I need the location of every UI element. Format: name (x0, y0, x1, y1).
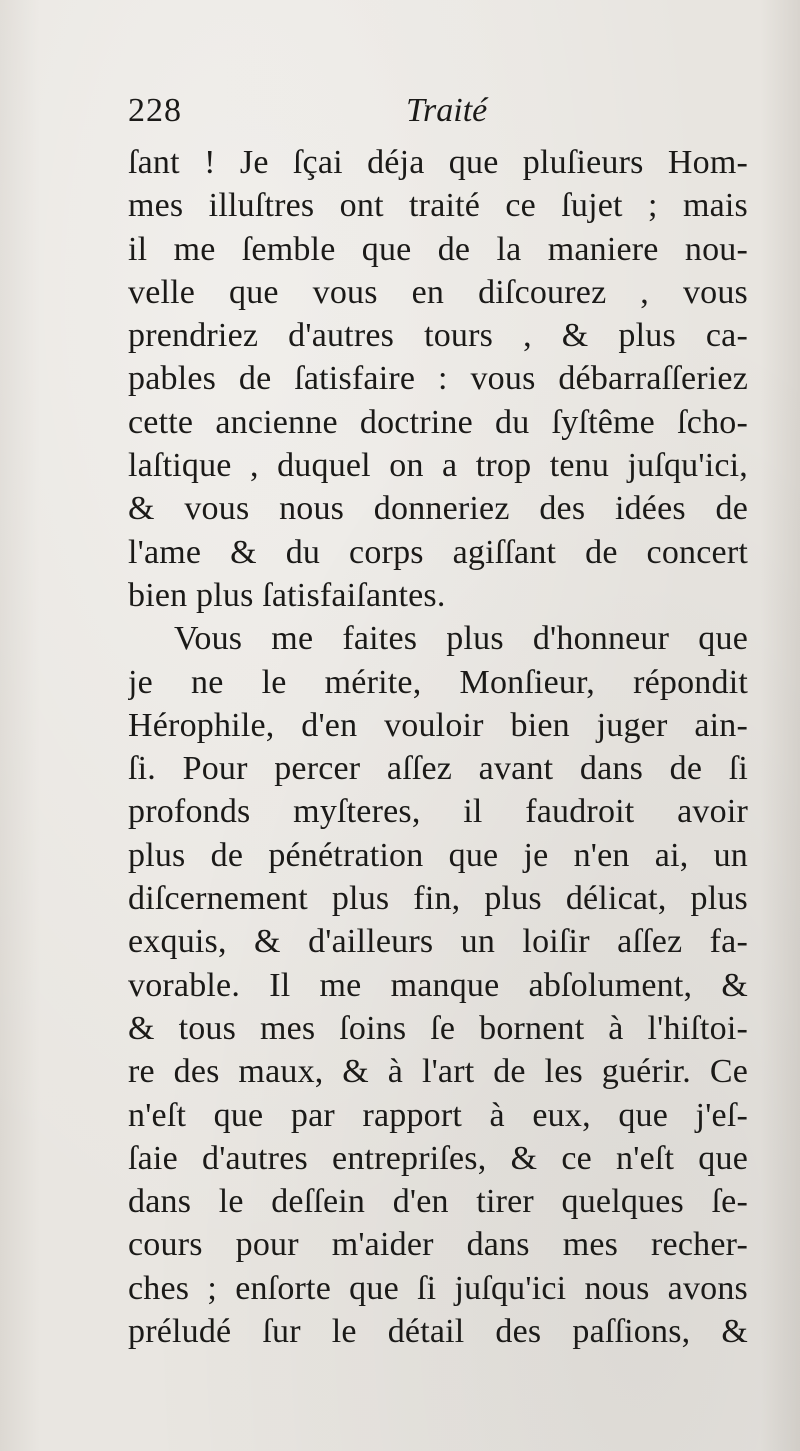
text-line: cette ancienne doctrine du ſyſtême ſcho- (128, 403, 748, 441)
text-line: l'ame & du corps agiſſant de concert (128, 533, 748, 571)
text-line: bien plus ſatisfaiſantes. (128, 576, 446, 614)
text-line: vorable. Il me manque abſolument, & (128, 966, 748, 1004)
text-line: je ne le mérite, Monſieur, répondit (128, 663, 748, 701)
page-header (128, 92, 748, 142)
text-line: il me ſemble que de la maniere nou- (128, 230, 748, 268)
text-line: n'eſt que par rapport à eux, que j'eſ- (128, 1096, 748, 1134)
text-line: préludé ſur le détail des paſſions, & (128, 1313, 748, 1351)
text-line: cours pour m'aider dans mes recher- (128, 1226, 748, 1264)
text-line: ſi. Pour percer aſſez avant dans de ſi (128, 750, 748, 788)
text-line: ſaie d'autres entrepriſes, & ce n'eſt que (128, 1139, 748, 1177)
text-line: & vous nous donneriez des idées de (128, 490, 748, 528)
running-title: Traité (406, 92, 488, 129)
body-text (128, 141, 748, 1353)
page-number: 228 (128, 92, 182, 129)
text-line: diſcernement plus fin, plus délicat, plus (128, 880, 748, 918)
text-line: ſant ! Je ſçai déja que pluſieurs Hom- (128, 144, 748, 181)
text-line: profonds myſteres, il faudroit avoir (128, 793, 748, 831)
text-line: mes illuſtres ont traité ce ſujet ; mais (128, 187, 748, 225)
text-line: prendriez d'autres tours , & plus ca- (128, 317, 748, 355)
text-line: Vous me faites plus d'honneur que (174, 620, 748, 658)
text-line: Hérophile, d'en vouloir bien juger ain- (128, 706, 748, 744)
text-line: velle que vous en diſcourez , vous (128, 273, 748, 311)
text-line: ches ; enſorte que ſi juſqu'ici nous avons (128, 1269, 748, 1307)
text-line: re des maux, & à l'art de les guérir. Ce (128, 1053, 748, 1091)
text-line: & tous mes ſoins ſe bornent à l'hiſtoi- (128, 1009, 748, 1047)
text-line: plus de pénétration que je n'en ai, un (128, 836, 748, 874)
text-line: pables de ſatisfaire : vous débarraſſeriez (128, 360, 748, 398)
text-line: exquis, & d'ailleurs un loiſir aſſez fa- (128, 923, 748, 961)
text-line: dans le deſſein d'en tirer quelques ſe- (128, 1183, 748, 1221)
text-line: laſtique , duquel on a trop tenu juſqu'ici, (128, 447, 748, 485)
